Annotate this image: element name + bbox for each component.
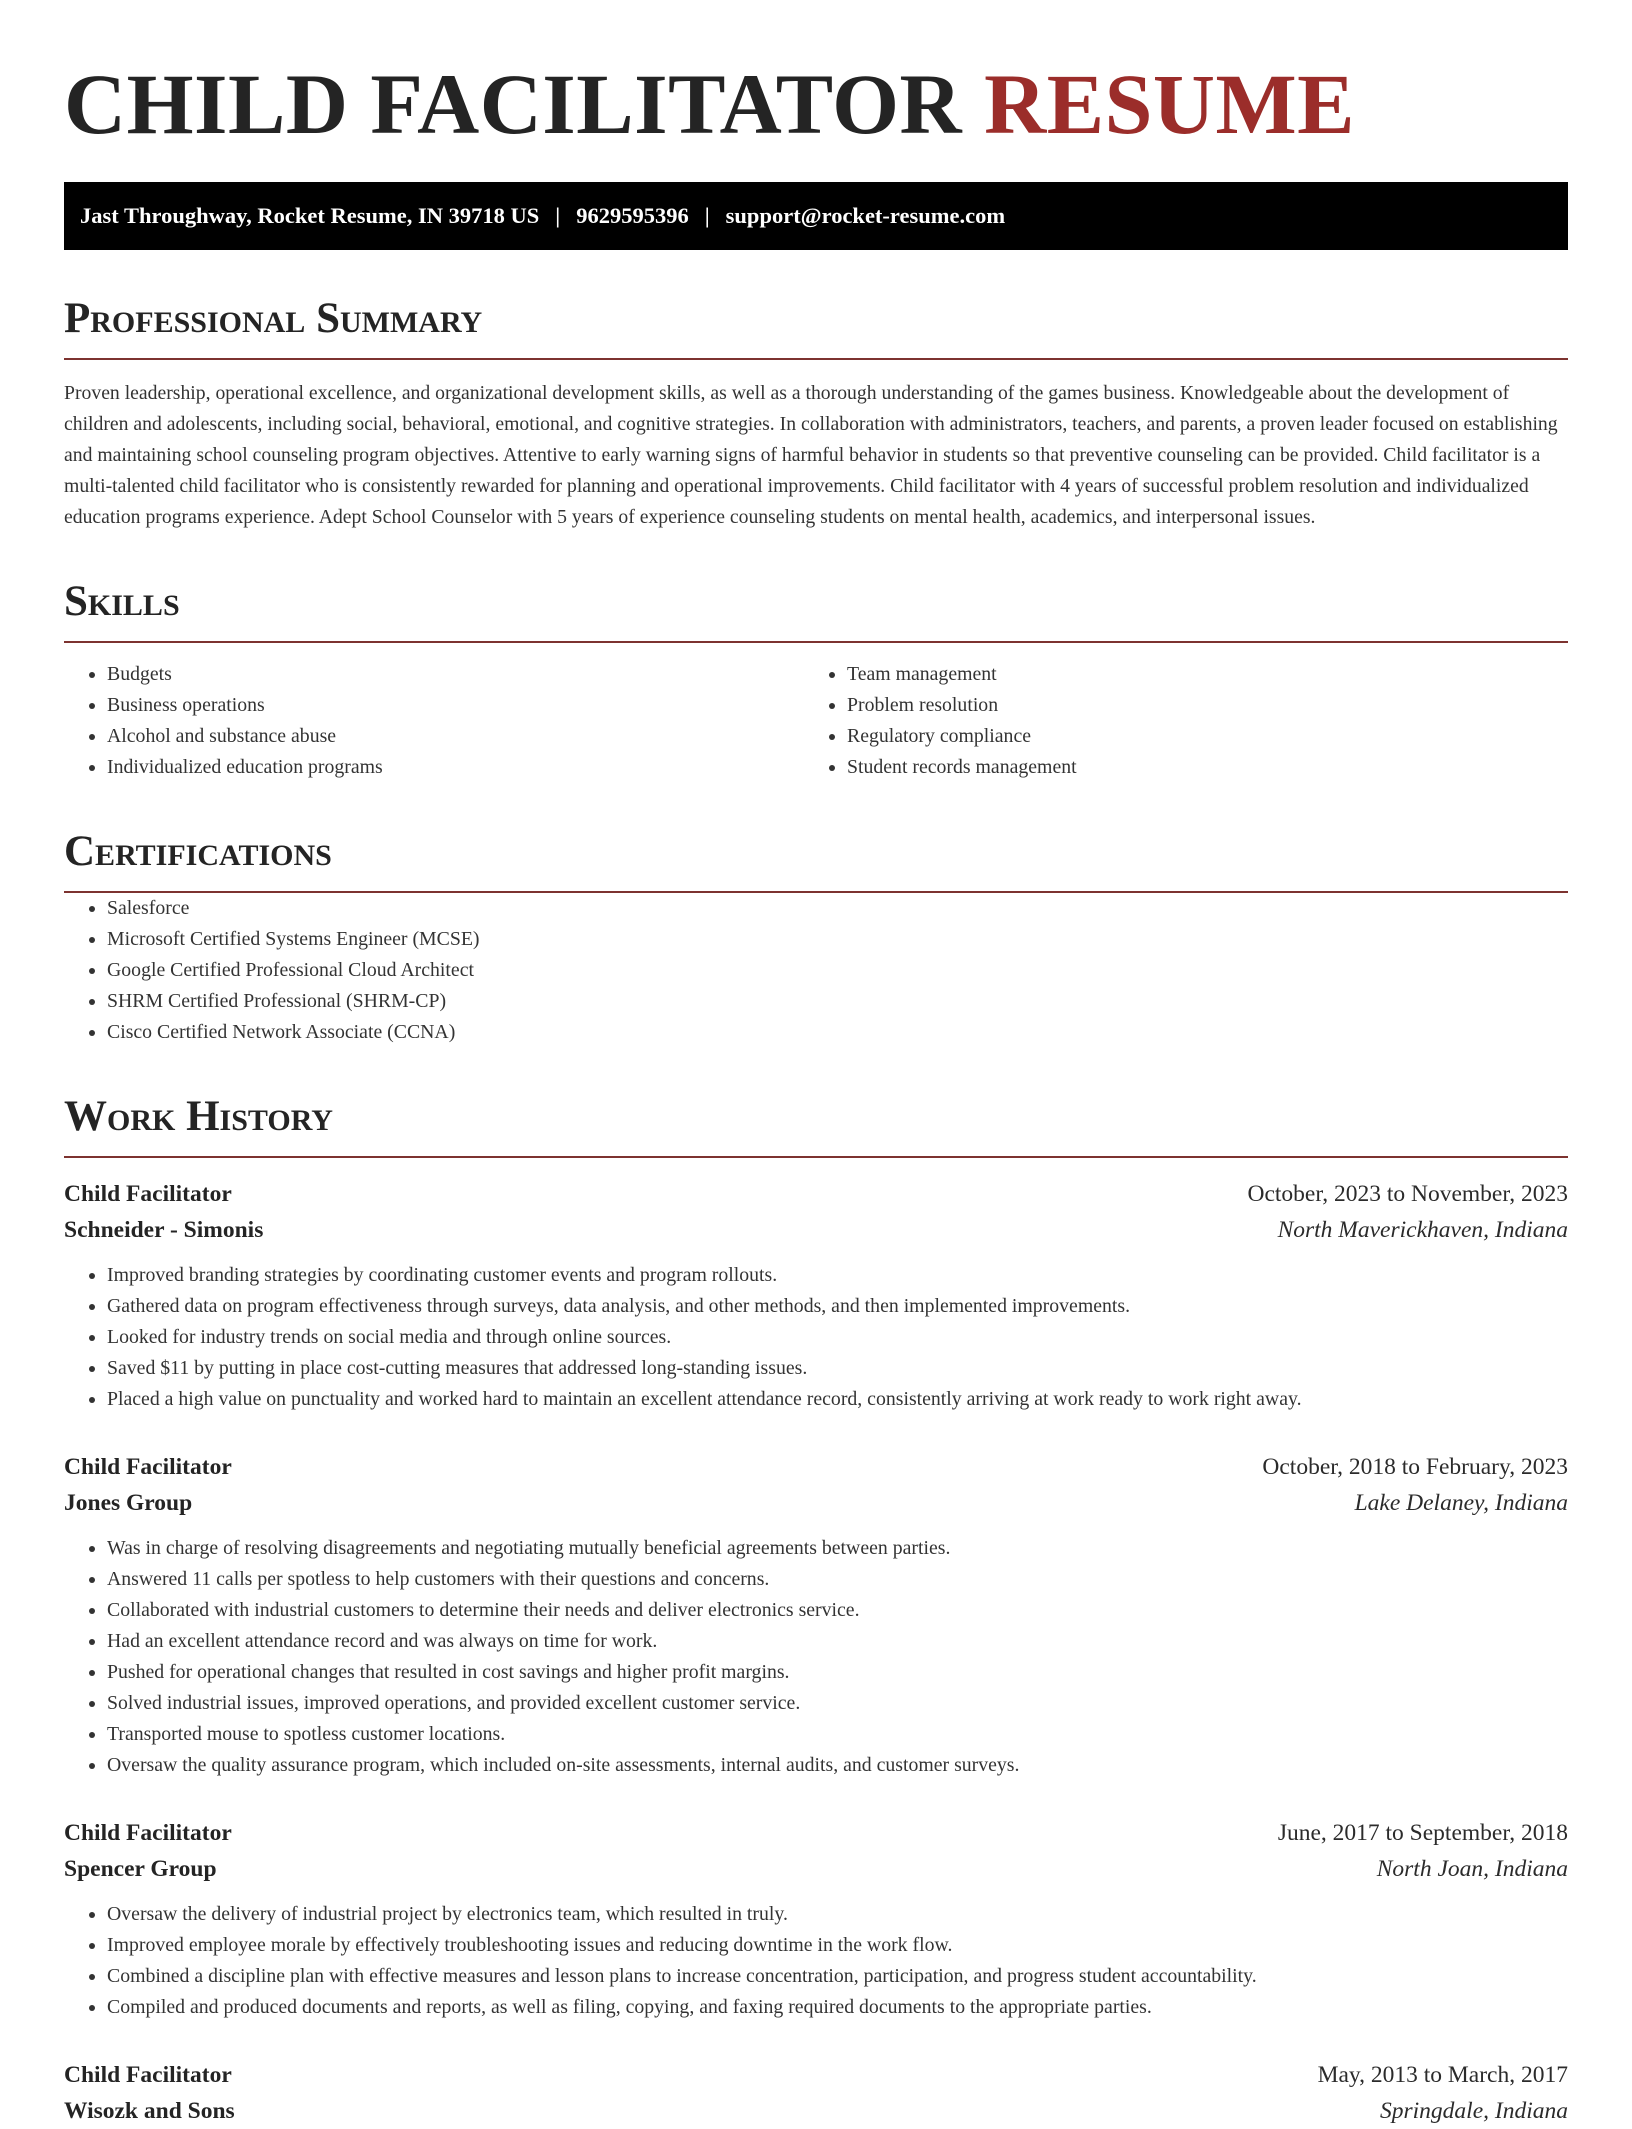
job-title: Child Facilitator [64,1181,232,1207]
resume-title [64,56,1568,152]
skill-item: • Problem resolution [847,690,1568,721]
job-bullet: • Improved employee morale by effectively troubleshooting issues and reducing downtime in the work flow. [107,1930,1568,1961]
job-location: Lake Delaney, Indiana [1354,1490,1568,1516]
contact-separator: | [555,203,561,228]
certifications-list [64,893,1568,1048]
contact-separator: | [704,203,710,228]
certification-item: • SHRM Certified Professional (SHRM-CP) [107,986,1568,1017]
contact-phone: 9629595396 [576,203,689,228]
certification-item: • Microsoft Certified Systems Engineer (MCSE) [107,924,1568,955]
job-location: North Joan, Indiana [1376,1856,1568,1882]
skill-item: • Regulatory compliance [847,721,1568,752]
job-bullet: • Placed a high value on punctuality and worked hard to maintain an excellent attendance record, consistently arriving at work ready to work right away. [107,1384,1568,1415]
skill-item: • Budgets [107,659,804,690]
contact-email: support@rocket-resume.com [725,203,1006,228]
job-dates: October, 2023 to November, 2023 [1247,1181,1568,1207]
job-company: Wisozk and Sons [64,2098,235,2124]
skills-list [64,659,1568,783]
job-entry [64,1449,1568,1781]
job-dates: October, 2018 to February, 2023 [1262,1454,1568,1480]
job-company: Spencer Group [64,1856,217,1882]
certification-item: • Cisco Certified Network Associate (CCNA) [107,1017,1568,1048]
certifications-heading: Certifications [64,827,1568,893]
job-company: Jones Group [64,1490,193,1516]
job-bullet: • Looked for industry trends on social media and through online sources. [107,1322,1568,1353]
title-accent: RESUME [984,56,1356,152]
skills-column-left [64,659,804,783]
job-dates: May, 2013 to March, 2017 [1317,2062,1568,2088]
skills-heading: Skills [64,577,1568,643]
job-title: Child Facilitator [64,1820,232,1846]
job-dates: June, 2017 to September, 2018 [1277,1820,1568,1846]
skills-column-right [804,659,1568,783]
job-bullet: • Transported mouse to spotless customer locations. [107,1719,1568,1750]
job-bullet: • Combined a discipline plan with effective measures and lesson plans to increase concentration, participation, and progress student accountability. [107,1961,1568,1992]
job-bullets [64,1899,1568,2023]
title-main: CHILD FACILITATOR [64,56,963,152]
job-company: Schneider - Simonis [64,1217,264,1243]
job-bullet: • Pushed for operational changes that resulted in cost savings and higher profit margins. [107,1657,1568,1688]
job-entry [64,1815,1568,2023]
job-bullets [64,1533,1568,1781]
job-bullet: • Had an excellent attendance record and was always on time for work. [107,1626,1568,1657]
job-bullets [64,1260,1568,1415]
certification-item: • Google Certified Professional Cloud Architect [107,955,1568,986]
skill-item: • Individualized education programs [107,752,804,783]
job-bullet: • Was in charge of resolving disagreements and negotiating mutually beneficial agreements between parties. [107,1533,1568,1564]
job-location: North Maverickhaven, Indiana [1277,1217,1568,1243]
work-history-heading: Work History [64,1092,1568,1158]
job-bullet: • Improved branding strategies by coordinating customer events and program rollouts. [107,1260,1568,1291]
contact-address: Jast Throughway, Rocket Resume, IN 39718 US [80,203,540,228]
summary-heading: Professional Summary [64,294,1568,360]
skill-item: • Alcohol and substance abuse [107,721,804,752]
skill-item: • Team management [847,659,1568,690]
job-title: Child Facilitator [64,2062,232,2088]
job-bullet: • Answered 11 calls per spotless to help customers with their questions and concerns. [107,1564,1568,1595]
skill-item: • Student records management [847,752,1568,783]
job-location: Springdale, Indiana [1380,2098,1568,2124]
job-bullet: • Gathered data on program effectiveness through surveys, data analysis, and other methods, and then implemented improvements. [107,1291,1568,1322]
job-bullet: • Collaborated with industrial customers to determine their needs and deliver electronics service. [107,1595,1568,1626]
job-entry [64,2057,1568,2129]
job-bullet: • Compiled and produced documents and reports, as well as filing, copying, and faxing required documents to the appropriate parties. [107,1992,1568,2023]
job-bullet: • Saved $11 by putting in place cost-cutting measures that addressed long-standing issues. [107,1353,1568,1384]
job-bullet: • Solved industrial issues, improved operations, and provided excellent customer service. [107,1688,1568,1719]
job-bullet: • Oversaw the quality assurance program, which included on-site assessments, internal audits, and customer surveys. [107,1750,1568,1781]
certification-item: • Salesforce [107,893,1568,924]
job-title: Child Facilitator [64,1454,232,1480]
job-entry [64,1176,1568,1415]
skill-item: • Business operations [107,690,804,721]
summary-text: Proven leadership, operational excellence, and organizational development skills, as well as a thorough understanding of the games business. Knowledgeable about the development of children and adolescents, including social, behavioral, emotional, and cognitive strategies. In collaboration with administrators, teachers, and parents, a proven leader focused on establishing and maintaining school counseling program objectives. Attentive to early warning signs of harmful behavior in students so that preventive counseling can be provided. Child facilitator is a multi-talented child facilitator who is consistently rewarded for planning and operational improvements. Child facilitator with 4 years of successful problem resolution and individualized education programs experience. Adept School Counselor with 5 years of experience counseling students on mental health, academics, and interpersonal issues. [64,382,1558,528]
job-bullet: • Oversaw the delivery of industrial project by electronics team, which resulted in truly. [107,1899,1568,1930]
contact-bar [64,182,1568,250]
